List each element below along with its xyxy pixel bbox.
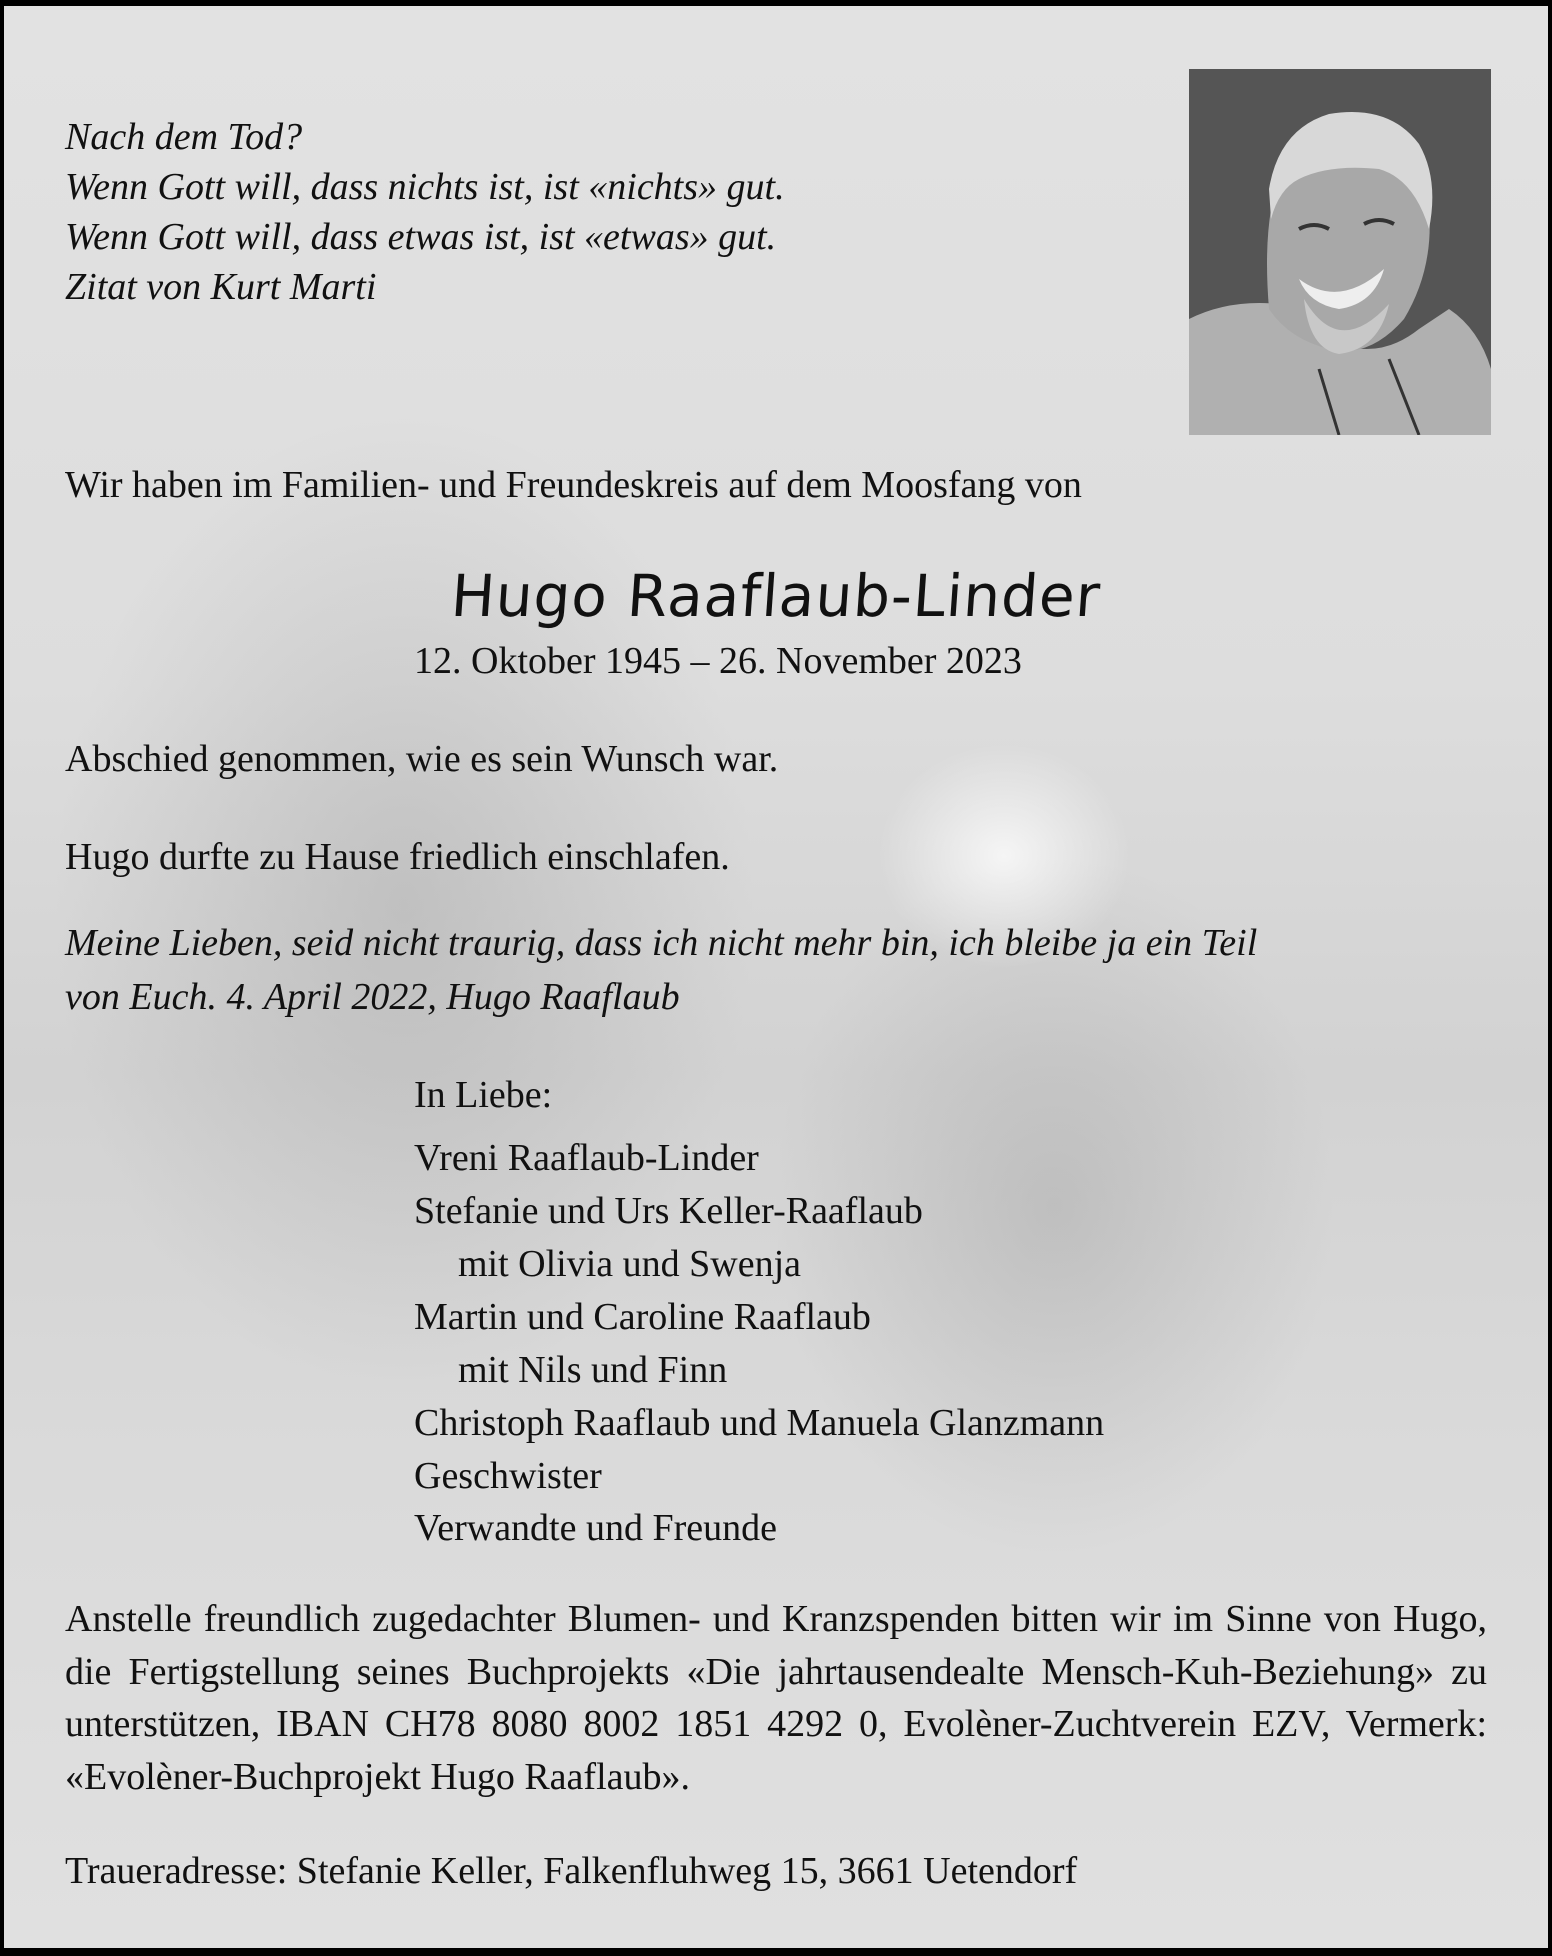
quote-line: Wenn Gott will, dass nichts ist, ist «nichts» gut.: [65, 166, 785, 208]
mourner-line: Stefanie und Urs Keller-Raaflaub: [414, 1190, 923, 1232]
farewell-text: Abschied genommen, wie es sein Wunsch war.: [65, 738, 779, 780]
mourner-line: Verwandte und Freunde: [414, 1507, 778, 1549]
mourner-line: Martin und Caroline Raaflaub: [414, 1296, 871, 1338]
life-dates: 12. Oktober 1945 – 26. November 2023: [414, 640, 1022, 682]
last-words-line: Meine Lieben, seid nicht traurig, dass ich nicht mehr bin, ich bleibe ja ein Teil: [65, 922, 1258, 964]
mourner-line: Christoph Raaflaub und Manuela Glanzmann: [414, 1402, 1105, 1444]
mourners-heading: In Liebe:: [414, 1074, 553, 1116]
passing-text: Hugo durfte zu Hause friedlich einschlafen.: [65, 836, 730, 878]
intro-text: Wir haben im Familien- und Freundeskreis auf dem Moosfang von: [65, 464, 1082, 506]
quote-line: Wenn Gott will, dass etwas ist, ist «etwas» gut.: [65, 216, 777, 258]
obituary-notice: [4, 6, 1548, 1948]
portrait-photo: [1189, 69, 1491, 435]
deceased-name: Hugo Raaflaub-Linder: [448, 562, 1104, 630]
mourner-line: mit Nils und Finn: [458, 1349, 728, 1391]
mourning-address: Traueradresse: Stefanie Keller, Falkenfluhweg 15, 3661 Uetendorf: [65, 1850, 1078, 1892]
mourner-line: Geschwister: [414, 1455, 602, 1497]
quote-line: Nach dem Tod?: [65, 116, 303, 158]
last-words-line: von Euch. 4. April 2022, Hugo Raaflaub: [65, 976, 680, 1018]
mourner-line: Vreni Raaflaub-Linder: [414, 1137, 759, 1179]
donation-text: Anstelle freundlich zugedachter Blumen- und Kranzspenden bitten wir im Sinne von Hugo, die Fertigstellung seines Buchprojekts «Die jahrtausendealte Mensch-Kuh-Beziehung» zu unterstützen, IBAN CH78 8080 8002 1851 4292 0, Evolèner-Zuchtverein EZV, Vermerk: «Evolèner-Buchprojekt Hugo Raaflaub».: [65, 1598, 1487, 1798]
mourner-line: mit Olivia und Swenja: [458, 1243, 802, 1285]
quote-attribution: Zitat von Kurt Marti: [65, 266, 377, 308]
